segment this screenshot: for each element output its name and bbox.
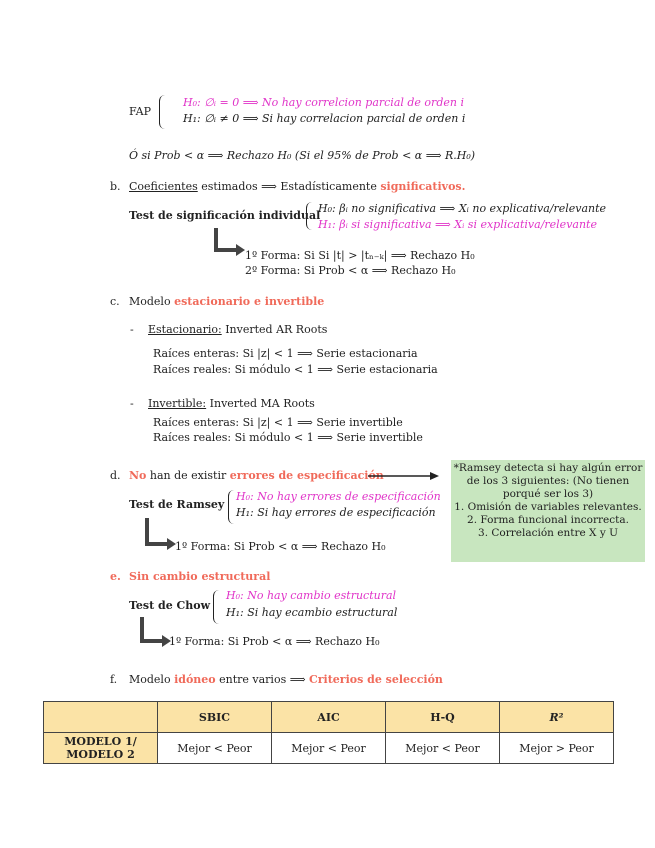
section-d-heading <box>129 469 384 483</box>
table-cell: Mejor > Peor <box>500 733 614 764</box>
table-row-label: MODELO 1/ MODELO 2 <box>44 733 158 764</box>
section-b-highlight: significativos. <box>380 180 466 193</box>
section-d-no: No <box>129 469 147 482</box>
test-chow-label: Test de Chow <box>129 599 211 612</box>
section-b-middle: estimados ⟹ Estadísticamente <box>197 180 381 193</box>
section-c-heading <box>129 295 324 309</box>
section-c-prefix: Modelo <box>129 295 175 308</box>
note-line3: 2. Forma funcional incorrecta. <box>467 514 629 526</box>
table-header-cell <box>44 702 158 733</box>
elbow-arrow-icon <box>212 228 246 258</box>
brace <box>306 202 313 230</box>
note-line1: *Ramsey detecta si hay algún error de los 3 siguientes: (No tienen porqué ser los 3) <box>453 462 643 500</box>
section-e-highlight: Sin cambio estructural <box>129 570 271 583</box>
brace <box>228 490 235 524</box>
section-b-form2: 2º Forma: Si Prob < α ⟹ Rechazo H₀ <box>245 264 456 277</box>
section-d-h1: H₁: Si hay errores de especificación <box>236 506 436 519</box>
table-cell: Mejor < Peor <box>158 733 272 764</box>
bullet-dash: - <box>130 323 134 336</box>
invertible-line1: Raíces enteras: Si |z| < 1 ⟹ Serie invertible <box>153 416 403 429</box>
fap-label: FAP <box>129 105 152 118</box>
section-c-highlight: estacionario e invertible <box>174 295 325 308</box>
note-line2: 1. Omisión de variables relevantes. <box>454 501 642 513</box>
table-header-cell: SBIC <box>158 702 272 733</box>
section-d-h0: H₀: No hay errores de especificación <box>236 490 441 503</box>
stationary-title: Estacionario: <box>148 323 222 336</box>
invertible-title: Invertible: <box>148 397 207 410</box>
table-cell: Mejor < Peor <box>272 733 386 764</box>
note-line4: 3. Correlación entre X y U <box>478 527 618 539</box>
fap-or-line: Ó si Prob < α ⟹ Rechazo H₀ (Si el 95% de Prob < α ⟹ R.H₀) <box>129 149 476 162</box>
table-header-cell: AIC <box>272 702 386 733</box>
test-significacion-label: Test de significación individual <box>129 209 321 222</box>
test-ramsey-label: Test de Ramsey <box>129 498 225 511</box>
stationary-heading <box>148 323 327 337</box>
elbow-arrow-icon <box>138 617 172 651</box>
section-b-h1: H₁: βᵢ si significativa ⟹ Xᵢ si explicativa/relevante <box>318 218 597 231</box>
section-d-highlight: errores de especificación <box>229 469 384 482</box>
section-b-marker: b. <box>110 180 121 193</box>
table-row <box>44 733 614 764</box>
stationary-line1: Raíces enteras: Si |z| < 1 ⟹ Serie estacionaria <box>153 347 418 360</box>
invertible-heading <box>148 397 315 411</box>
brace <box>213 590 220 624</box>
brace <box>159 95 166 129</box>
section-b-form1: 1º Forma: Si Si |t| > |tₙ₋ₖ| ⟹ Rechazo H₀ <box>245 249 475 262</box>
elbow-arrow-icon <box>143 518 177 552</box>
table-header-row <box>44 702 614 733</box>
criteria-table <box>43 701 614 764</box>
section-d-middle: han de existir <box>146 469 230 482</box>
table-header-cell: H-Q <box>386 702 500 733</box>
section-f-prefix: Modelo <box>129 673 175 686</box>
section-e-form1: 1º Forma: Si Prob < α ⟹ Rechazo H₀ <box>169 635 380 648</box>
table-cell: Mejor < Peor <box>386 733 500 764</box>
invertible-rest: Inverted MA Roots <box>206 397 315 410</box>
section-b-h0: H₀: βᵢ no significativa ⟹ Xᵢ no explicativa/relevante <box>318 202 607 215</box>
section-f-highlight2: Criterios de selección <box>308 673 443 686</box>
fap-h0: H₀: ∅ᵢ = 0 ⟹ No hay correlcion parcial de orden i <box>183 96 464 109</box>
section-c-marker: c. <box>110 295 120 308</box>
section-e-h0: H₀: No hay cambio estructural <box>226 589 397 602</box>
section-f-highlight1: idóneo <box>174 673 216 686</box>
section-d-marker: d. <box>110 469 121 482</box>
section-e-marker: e. <box>110 570 121 583</box>
ramsey-note-box <box>451 460 645 562</box>
section-b-heading <box>129 180 465 194</box>
table-header-cell: R² <box>500 702 614 733</box>
stationary-line2: Raíces reales: Si módulo < 1 ⟹ Serie estacionaria <box>153 363 438 376</box>
section-f-middle: entre varios ⟹ <box>215 673 309 686</box>
section-f-marker: f. <box>110 673 118 686</box>
bullet-dash: - <box>130 397 134 410</box>
stationary-rest: Inverted AR Roots <box>221 323 328 336</box>
invertible-line2: Raíces reales: Si módulo < 1 ⟹ Serie invertible <box>153 431 423 444</box>
coeficientes-text: Coeficientes <box>129 180 198 193</box>
fap-h1: H₁: ∅ᵢ ≠ 0 ⟹ Si hay correlacion parcial de orden i <box>183 112 466 125</box>
section-d-form1: 1º Forma: Si Prob < α ⟹ Rechazo H₀ <box>175 540 386 553</box>
arrow-right-icon <box>368 470 440 482</box>
section-e-h1: H₁: Si hay ecambio estructural <box>226 606 398 619</box>
section-f-heading <box>129 673 443 687</box>
